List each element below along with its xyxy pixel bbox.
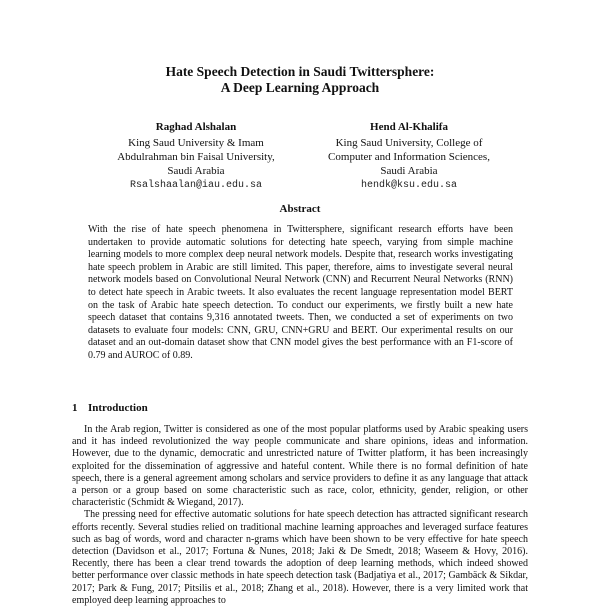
author-affiliation-line: Saudi Arabia <box>167 165 225 177</box>
author-name: Raghad Alshalan <box>155 121 237 133</box>
title-line-1: Hate Speech Detection in Saudi Twittersphere: <box>165 64 435 79</box>
author-email: hendk@ksu.edu.sa <box>360 180 457 191</box>
author-affiliation-line: Abdulrahman bin Faisal University, <box>117 151 275 163</box>
author-block-2 <box>279 120 539 193</box>
intro-paragraph-2: The pressing need for effective automatic solutions for hate speech detection has attracted significant research efforts recently. Several studies relied on traditional machine learning approaches and leveraged surface features such as bag of words, word and character n-grams which have been shown to be very effective for hate speech detection (Davidson et al., 2017; Fortuna & Nunes, 2018; Jaki & De Smedt, 2018; Waseem & Hovy, 2016). Recently, there has been a clear trend towards the adoption of deep learning methods, which indeed showed better performance over classic methods in hate speech detection task (Badjatiya et al., 2017; Gambäck & Sikdar, 2017; Park & Fung, 2017; Pitsilis et al., 2018; Zhang et al., 2018). However, there is a very limited work that employed deep learning approaches to <box>72 509 528 606</box>
paper-title <box>0 64 600 96</box>
author-email: Rsalshaalan@iau.edu.sa <box>129 180 263 191</box>
author-affiliation-line: Saudi Arabia <box>380 165 438 177</box>
section-heading <box>72 402 148 414</box>
section-title: Introduction <box>88 402 148 414</box>
author-name: Hend Al-Khalifa <box>370 121 448 133</box>
abstract-text: With the rise of hate speech phenomena in Twittersphere, significant research efforts have been undertaken to provide automatic solutions for detecting hate speech, varying from simple machine learning models to more complex deep neural network models. Despite that, research works investigating hate speech problem in Arabic are still limited. This paper, therefore, aims to investigate several neural network models based on Convolutional Neural Network (CNN) and Recurrent Neural Networks (RNN) to detect hate speech in Arabic tweets. It also evaluates the recent language representation model BERT on the task of Arabic hate speech detection. To conduct our experiments, we firstly built a new hate speech dataset that contains 9,316 annotated tweets. Then, we conducted a set of experiments on two datasets to evaluate four models: CNN, GRU, CNN+GRU and BERT. Our experimental results on our dataset and an out-domain dataset show that CNN model gives the best performance with an F1-score of 0.79 and AUROC of 0.89. <box>88 224 513 361</box>
author-affiliation-line: Computer and Information Sciences, <box>328 151 490 163</box>
title-line-2: A Deep Learning Approach <box>220 80 380 95</box>
author-affiliation-line: King Saud University & Imam <box>128 137 264 149</box>
author-affiliation-line: King Saud University, College of <box>335 137 483 149</box>
abstract-heading: Abstract <box>279 203 321 215</box>
introduction-body <box>72 424 528 607</box>
section-number: 1 <box>72 402 78 414</box>
intro-paragraph-1: In the Arab region, Twitter is considered as one of the most popular platforms used by Arabic speaking users and it has indeed revolutionized the way people communicate and share opinions, ideas and information. However, due to the dynamic, democratic and unrestricted nature of Twitter platform, it has been increasingly exploited for the dissemination of aggressive and hateful content. While there is no formal definition of hate speech, there is a general agreement among scholars and service providers to define it as any language that attack a person or a group based on some characteristic such as race, color, ethnicity, gender, religion, or other characteristic (Schmidt & Wiegand, 2017). <box>72 424 528 509</box>
